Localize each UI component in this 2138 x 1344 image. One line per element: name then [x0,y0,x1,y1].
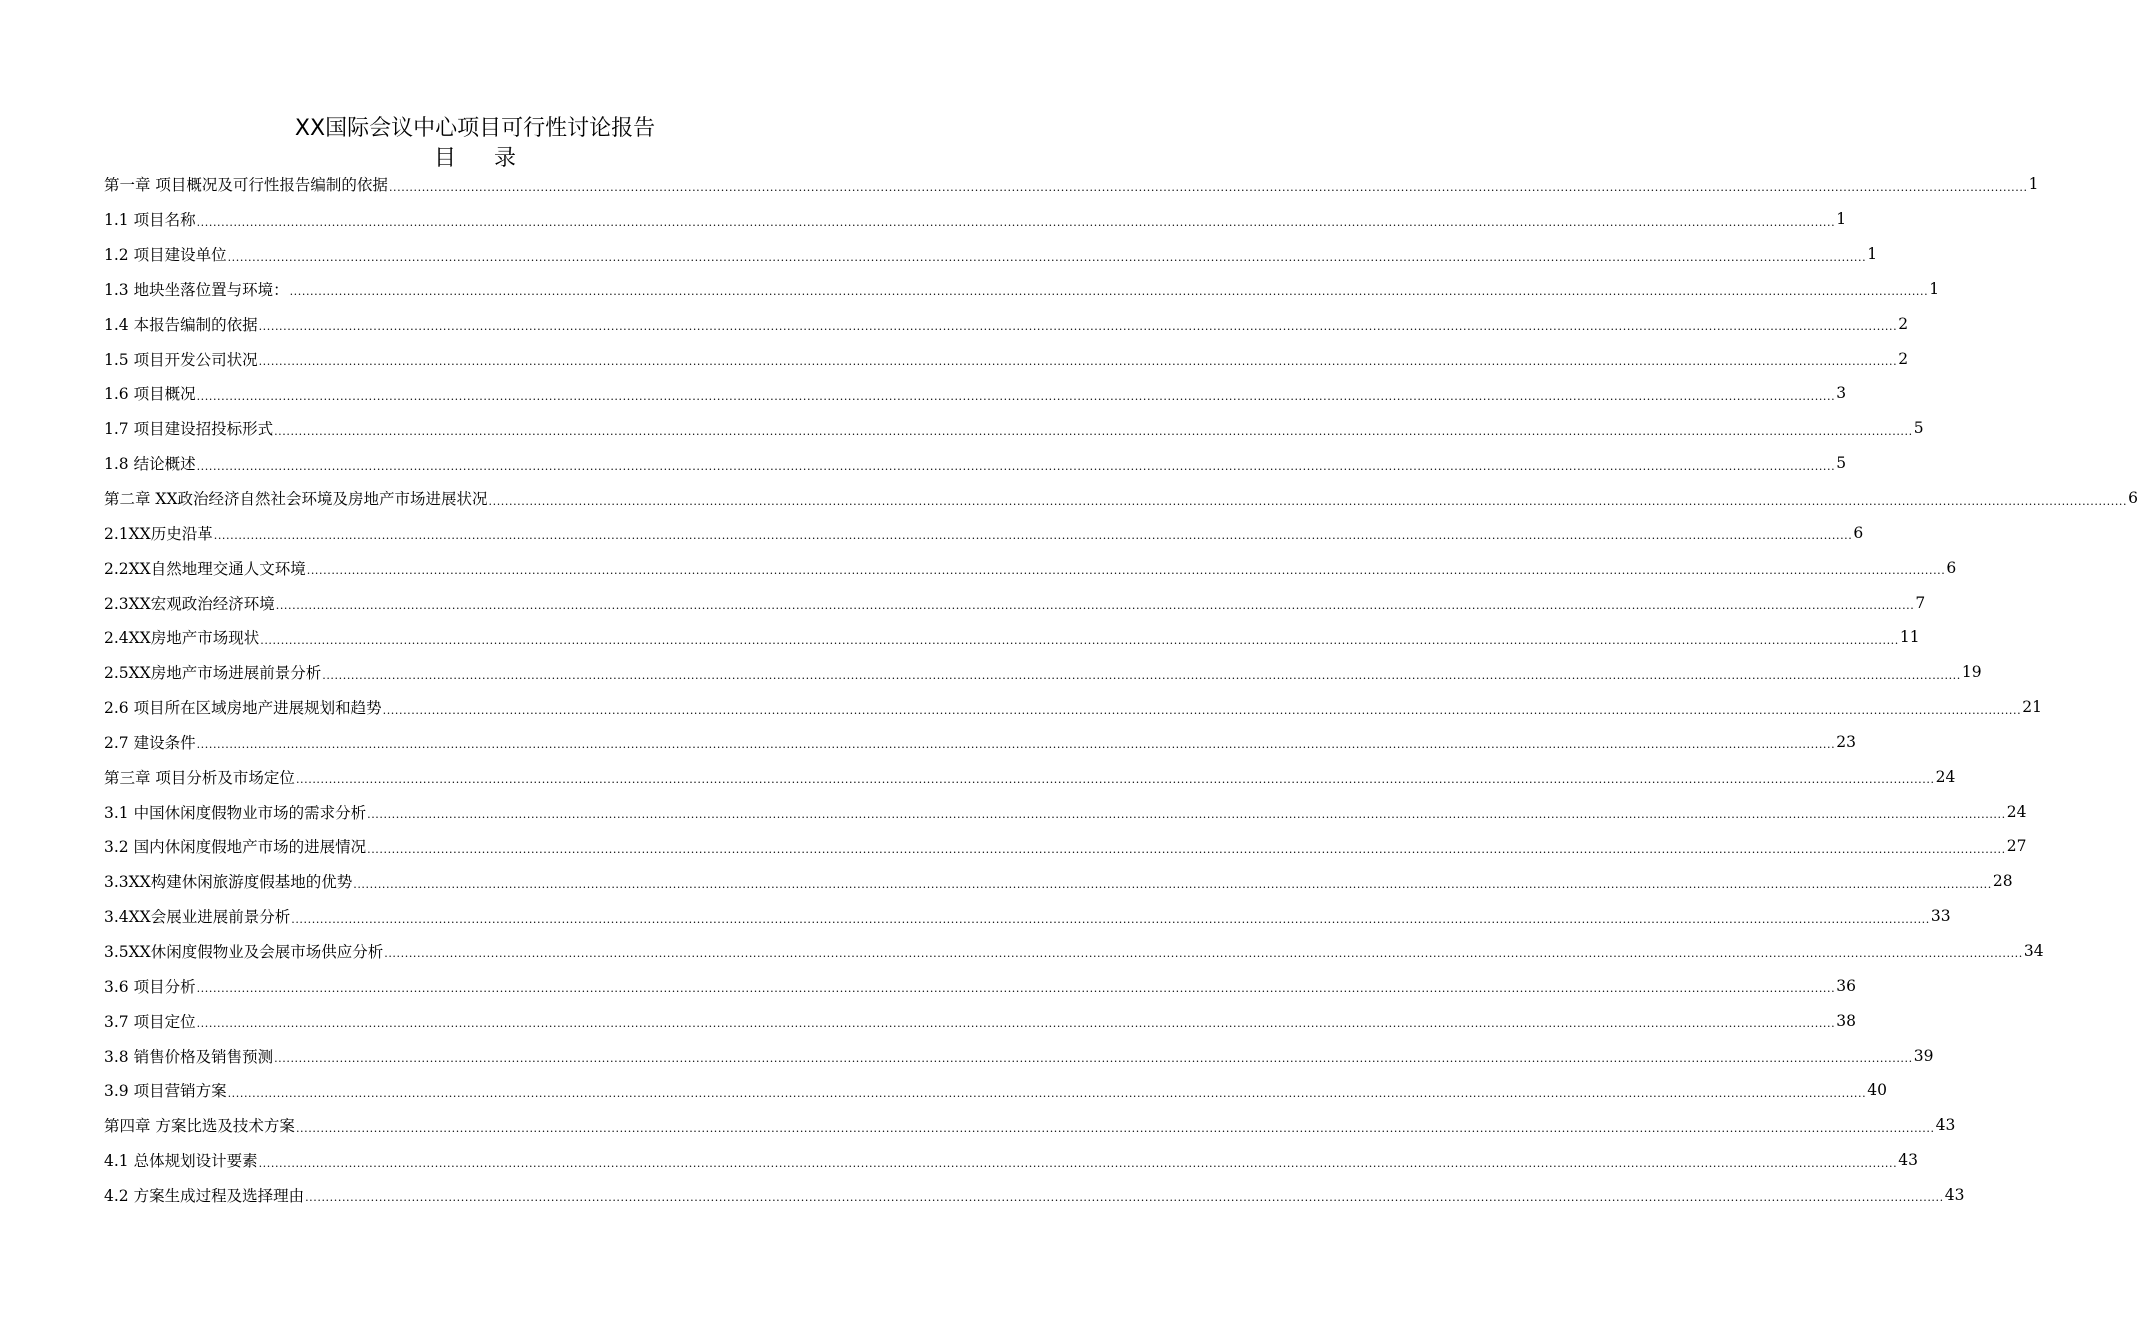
toc-leader-dots: ................................................................................................................................................................................................................................................................................................................................................................................................................ [295,773,1935,787]
toc-entry-page-number: 24 [2006,802,2027,821]
toc-entry[interactable] [104,376,1847,411]
toc-entry-page-number: 27 [2006,837,2027,856]
toc-entry[interactable] [104,899,1951,934]
toc-entry-page-number: 28 [1992,872,2013,891]
toc-entry[interactable] [104,306,1909,341]
toc-entry[interactable] [104,237,1878,272]
toc-entry-page-number: 23 [1836,732,1856,751]
toc-entry[interactable] [104,272,1940,307]
toc-leader-dots: ................................................................................................................................................................................................................................................................................................................................................................................................................ [353,877,1992,891]
toc-entry[interactable] [104,968,1856,1003]
toc-entry-page-number: 6 [1853,523,1864,542]
toc-entry-label: 3.6 项目分析 [104,977,196,996]
toc-leader-dots: ................................................................................................................................................................................................................................................................................................................................................................................................................ [213,529,1853,543]
toc-entry-page-number: 36 [1836,976,1856,995]
toc-leader-dots: ................................................................................................................................................................................................................................................................................................................................................................................................................ [274,1052,1913,1066]
toc-entry-label: 3.1 中国休闲度假物业市场的需求分析 [104,803,367,822]
toc-entry-page-number: 5 [1913,419,1924,438]
toc-leader-dots: ................................................................................................................................................................................................................................................................................................................................................................................................................ [196,389,1836,403]
toc-entry-label: 1.2 项目建设单位 [104,246,227,265]
toc-entry-page-number: 7 [1915,593,1926,612]
toc-entry[interactable] [104,481,2138,516]
toc-entry-label: 3.5XX休闲度假物业及会展市场供应分析 [104,942,384,961]
toc-entry-label: 1.5 项目开发公司状况 [104,350,258,369]
toc-entry-page-number: 1 [2028,175,2039,194]
toc-entry[interactable] [104,341,1909,376]
toc-entry-page-number: 2 [1898,349,1909,368]
toc-entry-label: 第二章 XX政治经济自然社会环境及房地产市场进展状况 [104,490,488,509]
toc-entry-page-number: 39 [1913,1046,1934,1065]
toc-entry[interactable] [104,1003,1856,1038]
toc-entry[interactable] [104,829,2027,864]
toc-leader-dots: ................................................................................................................................................................................................................................................................................................................................................................................................................ [382,703,2022,717]
toc-entry-label: 第三章 项目分析及市场定位 [104,768,295,787]
toc-leader-dots: ................................................................................................................................................................................................................................................................................................................................................................................................................ [388,180,2028,194]
toc-leader-dots: ................................................................................................................................................................................................................................................................................................................................................................................................................ [258,355,1898,369]
toc-entry-label: 第一章 项目概况及可行性报告编制的依据 [104,176,388,195]
toc-entry[interactable] [104,202,1847,237]
toc-entry-page-number: 40 [1867,1081,1887,1100]
toc-leader-dots: ................................................................................................................................................................................................................................................................................................................................................................................................................ [306,564,1946,578]
toc-leader-dots: ................................................................................................................................................................................................................................................................................................................................................................................................................ [196,1017,1836,1031]
toc-entry-label: 3.2 国内休闲度假地产市场的进展情况 [104,838,367,857]
toc-leader-dots: ................................................................................................................................................................................................................................................................................................................................................................................................................ [260,633,1899,647]
toc-entry-label: 2.1XX历史沿革 [104,524,213,543]
toc-entry[interactable] [104,1038,1934,1073]
toc-entry-label: 1.7 项目建设招投标形式 [104,420,274,439]
toc-entry-page-number: 34 [2023,941,2044,960]
toc-entry-page-number: 43 [1935,1116,1956,1135]
toc-entry[interactable] [104,620,1920,655]
toc-entry[interactable] [104,864,2013,899]
toc-entry-label: 4.1 总体规划设计要素 [104,1152,258,1171]
toc-entry-label: 2.5XX房地产市场进展前景分析 [104,664,322,683]
toc-leader-dots: ................................................................................................................................................................................................................................................................................................................................................................................................................ [196,215,1836,229]
toc-entry-page-number: 24 [1935,767,1956,786]
table-of-contents [104,167,2138,1212]
toc-leader-dots: ................................................................................................................................................................................................................................................................................................................................................................................................................ [196,982,1836,996]
toc-entry-label: 2.6 项目所在区域房地产进展规划和趋势 [104,699,382,718]
toc-entry-label: 3.8 销售价格及销售预测 [104,1047,274,1066]
toc-entry[interactable] [104,934,2044,969]
toc-entry-page-number: 33 [1930,907,1951,926]
toc-entry[interactable] [104,759,1956,794]
toc-leader-dots: ................................................................................................................................................................................................................................................................................................................................................................................................................ [289,285,1929,299]
toc-entry[interactable] [104,1073,1887,1108]
toc-heading: 目录 [433,146,554,171]
toc-entry-page-number: 6 [1946,558,1957,577]
toc-entry-label: 2.4XX房地产市场现状 [104,629,260,648]
toc-entry-page-number: 43 [1898,1151,1918,1170]
toc-leader-dots: ................................................................................................................................................................................................................................................................................................................................................................................................................ [291,912,1930,926]
toc-entry[interactable] [104,690,2042,725]
toc-leader-dots: ................................................................................................................................................................................................................................................................................................................................................................................................................ [258,1156,1898,1170]
toc-leader-dots: ................................................................................................................................................................................................................................................................................................................................................................................................................ [488,494,2128,508]
toc-entry-label: 1.8 结论概述 [104,455,196,474]
toc-leader-dots: ................................................................................................................................................................................................................................................................................................................................................................................................................ [305,1191,1944,1205]
toc-entry-label: 1.3 地块坐落位置与环境： [104,280,289,299]
toc-entry-page-number: 19 [1961,663,1982,682]
toc-leader-dots: ................................................................................................................................................................................................................................................................................................................................................................................................................ [275,599,1915,613]
toc-entry-label: 1.4 本报告编制的依据 [104,315,258,334]
toc-entry[interactable] [104,1143,1918,1178]
toc-entry[interactable] [104,515,1864,550]
toc-entry-label: 4.2 方案生成过程及选择理由 [104,1186,305,1205]
toc-entry-label: 3.9 项目营销方案 [104,1082,227,1101]
toc-entry-label: 3.3XX构建休闲旅游度假基地的优势 [104,873,353,892]
toc-entry[interactable] [104,167,2039,202]
toc-entry[interactable] [104,411,1924,446]
toc-entry-label: 1.6 项目概况 [104,385,196,404]
toc-entry-page-number: 43 [1944,1185,1965,1204]
toc-leader-dots: ................................................................................................................................................................................................................................................................................................................................................................................................................ [295,1121,1935,1135]
toc-entry-label: 3.7 项目定位 [104,1012,196,1031]
toc-entry[interactable] [104,794,2027,829]
toc-entry-page-number: 1 [1836,210,1847,229]
toc-entry[interactable] [104,655,1982,690]
toc-entry[interactable] [104,446,1847,481]
toc-entry-page-number: 1 [1867,245,1878,264]
toc-entry-label: 第四章 方案比选及技术方案 [104,1117,295,1136]
toc-entry-label: 3.4XX会展业进展前景分析 [104,908,291,927]
toc-entry-label: 2.2XX自然地理交通人文环境 [104,559,306,578]
toc-leader-dots: ................................................................................................................................................................................................................................................................................................................................................................................................................ [227,1086,1867,1100]
toc-entry-page-number: 2 [1898,314,1909,333]
toc-entry-page-number: 21 [2022,698,2042,717]
toc-leader-dots: ................................................................................................................................................................................................................................................................................................................................................................................................................ [227,250,1867,264]
toc-leader-dots: ................................................................................................................................................................................................................................................................................................................................................................................................................ [274,424,1913,438]
toc-entry-page-number: 5 [1836,454,1847,473]
toc-leader-dots: ................................................................................................................................................................................................................................................................................................................................................................................................................ [367,808,2006,822]
toc-entry[interactable] [104,550,1957,585]
toc-entry-page-number: 38 [1836,1011,1856,1030]
toc-leader-dots: ................................................................................................................................................................................................................................................................................................................................................................................................................ [258,320,1898,334]
toc-entry[interactable] [104,725,1856,760]
toc-entry-label: 2.7 建设条件 [104,733,196,752]
toc-entry-page-number: 1 [1929,279,1940,298]
toc-leader-dots: ................................................................................................................................................................................................................................................................................................................................................................................................................ [367,842,2006,856]
toc-entry-label: 2.3XX宏观政治经济环境 [104,594,275,613]
document-title: XX国际会议中心项目可行性讨论报告 [294,116,656,141]
toc-leader-dots: ................................................................................................................................................................................................................................................................................................................................................................................................................ [196,459,1836,473]
toc-entry-page-number: 6 [2128,489,2138,508]
toc-entry-page-number: 11 [1899,628,1920,647]
toc-leader-dots: ................................................................................................................................................................................................................................................................................................................................................................................................................ [384,947,2023,961]
toc-entry-label: 1.1 项目名称 [104,211,196,230]
toc-entry[interactable] [104,1108,1956,1143]
toc-entry[interactable] [104,585,1926,620]
toc-entry-page-number: 3 [1836,384,1847,403]
toc-leader-dots: ................................................................................................................................................................................................................................................................................................................................................................................................................ [322,668,1961,682]
toc-entry[interactable] [104,1177,1965,1212]
toc-leader-dots: ................................................................................................................................................................................................................................................................................................................................................................................................................ [196,738,1836,752]
